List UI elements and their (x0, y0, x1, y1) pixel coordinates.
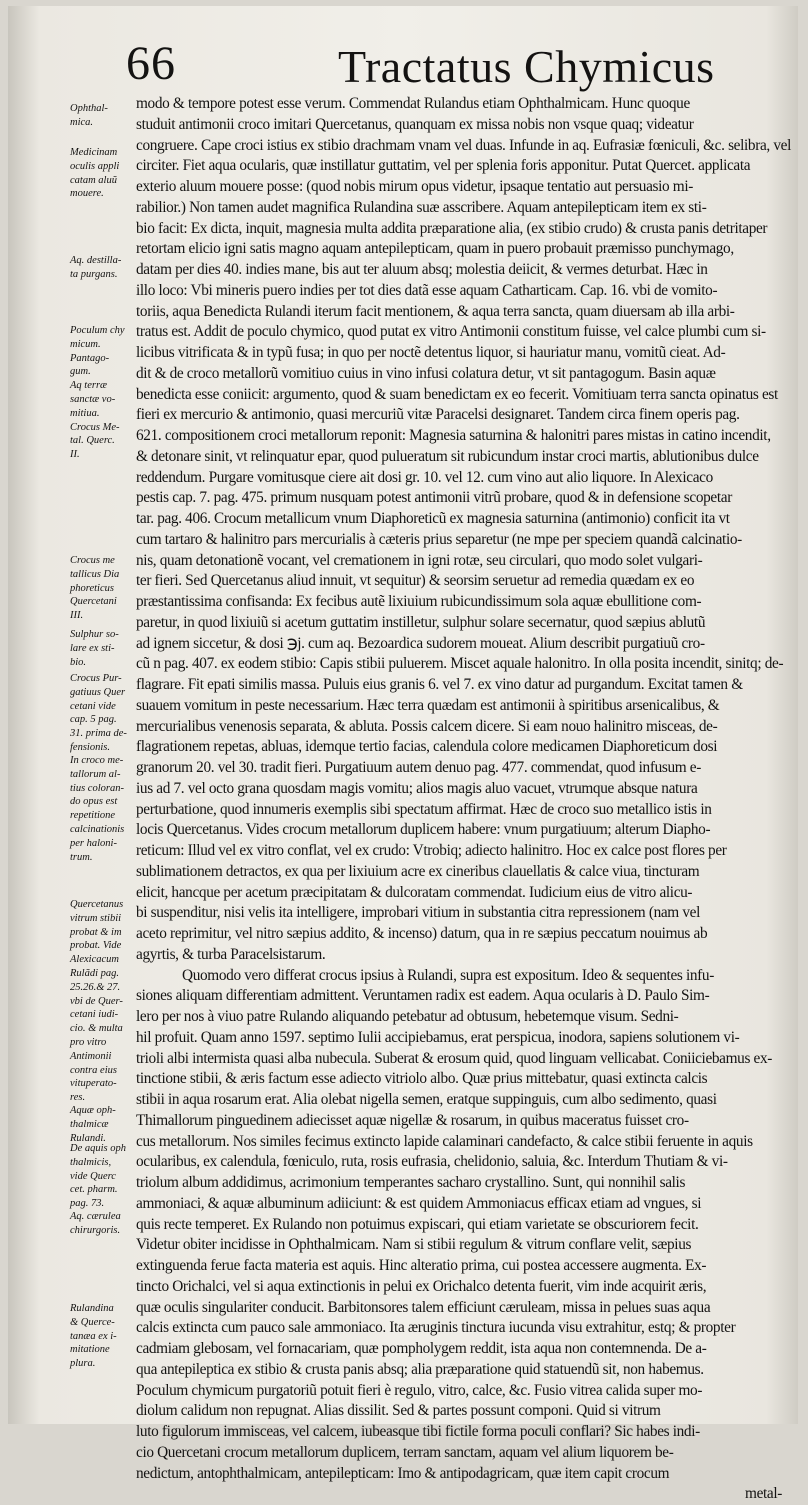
margin-note: Aq. cærulea chirurgoris. (70, 1211, 121, 1236)
text-line: flagrationem repetas, abluas, idemque tertio facias, calendula colore medicamen Diaphoreticum dosi (136, 738, 718, 756)
text-line: tincto Orichalci, vel si aqua extinctionis in pelui ex Orichalco detenta fuerit, vim inde acquirit æris, (136, 1277, 707, 1295)
text-line: triolum album addidimus, acrimonium temperantes sacharo crystallino. Sunt, qui nonnihil salis (136, 1174, 686, 1191)
text-line: nedictum, antophthalmicam, antepilepticam: Imo & antipodagricam, quæ item capit crocum (136, 1464, 670, 1482)
text-line: benedicta esse coniicit: argumento, quod & suam benedictam ex eo fecerit. Vomitiuam terra sancta opinatus est (136, 385, 778, 403)
text-line: præstantissima confisanda: Ex fecibus autẽ lixiuium rubicundissimum sola aquæ ebullitione com- (136, 593, 702, 610)
text-line: circiter. Fiet aqua ocularis, quæ instillatur guttatim, vel per splenia foris apponitur. Putat Quercet. applicata (136, 157, 751, 175)
text-line: bi suspenditur, nisi velis ita intelligere, improbari vitium in substantia citra repressionem (nam vel (136, 904, 700, 922)
text-line: bio facit: Ex dicta, inquit, magnesia multa addita præparatione alia, (ex stibio crudo) & crusta panis detritaper (136, 219, 768, 237)
text-line: cum tartaro & halinitro pars mercurialis à cæteris prius separetur (ne mpe per speciem quandã calcinatio- (136, 530, 742, 548)
text-line: cadmiam glebosam, vel fornacariam, quæ pompholygem reddit, ista aqua non contemnenda. De a- (136, 1340, 707, 1357)
text-line: siones aliquam differentiam admittent. Veruntamen radix est eadem. Aqua ocularis à D. Paulo Sim- (136, 987, 710, 1005)
text-line: aceto reprimitur, vel nitro sæpius addito, & incenso) datum, qua in re sæpius peccatum nouimus ab (136, 925, 708, 942)
text-line: ter fieri. Sed Quercetanus aliud innuit, vt sequitur) & seorsim seruetur ad remedia quædam ex eo (136, 572, 695, 590)
text-line: congruere. Cape croci istius ex stibio drachmam vnam vel duas. Infunde in aq. Eufrasiæ fœniculi, &c. selibra, vel (136, 136, 791, 154)
text-line: licibus vitrificata & in typũ fusa; in quo per noctẽ detentus liquor, si hauriatur manu, vomitũ cieat. Ad- (136, 344, 726, 361)
page-number: 66 (126, 37, 176, 90)
text-line: qua antepileptica ex stibio & crusta panis absq; alia præparatione quid statuendũ sit, non habemus. (136, 1360, 704, 1378)
text-line: quis recte temperet. Ex Rulando non potuimus expiscari, qui etiam varietate se obscuriorem fecit. (136, 1215, 699, 1233)
text-line: luto figulorum immisceas, vel calcem, iubeasque tibi fictile forma poculi conflari? Sic habes indi- (136, 1423, 700, 1440)
text-line: studuit antimonii croco imitari Quercetanus, quanquam ex missa nobis non vsque quaq; videatur (136, 115, 694, 133)
text-line: illo loco: Vbi mineris puero indies per tot dies datã esse aquam Catharticam. Cap. 16. vbi de vomito- (136, 281, 718, 299)
text-line: fieri ex mercurio & antimonio, quasi mercuriũ vitæ Paracelsi designaret. Tandem circa finem operis pag. (136, 406, 740, 424)
text-line: tar. pag. 406. Crocum metallicum vnum Diaphoreticũ ex magnesia saturnina (antimonio) conficit ita vt (136, 510, 730, 527)
running-title: Tractatus Chymicus (338, 41, 715, 92)
text-line: calcis extincta cum pauco sale ammoniaco. Ita æruginis tinctura iucunda visu extrahitur, estq; & propter (136, 1319, 736, 1337)
text-line: toriis, aqua Benedicta Rulandi iterum facit mentionem, & aqua terra sancta, quam diuersam ab illa arbi- (136, 302, 735, 320)
text-line: flagrare. Fit epati similis massa. Puluis eius granis 6. vel 7. ex vino datur ad purgandum. Excitat tamen & (136, 676, 743, 693)
text-line: pestis cap. 7. pag. 475. primum nusquam potest antimonii vitrũ probare, quod & in defensione scopetar (136, 489, 732, 507)
text-line: datam per dies 40. indies mane, bis aut ter aluum absq; molestia deiicit, & vermes deturbat. Hæc in (136, 261, 708, 278)
text-line: quæ oculis singulariter conducit. Barbitonsores talem efficiunt cæruleam, missa in pelues suas aqua (136, 1298, 711, 1316)
text-line: ammoniaci, & aquæ albuminum adiiciunt: & est quidem Ammoniacus efficax etiam ad vngues, si (136, 1194, 702, 1212)
text-line: dit & de croco metallorũ vomitiuo cuius in vino infusi colatura detur, vt sit pantagogum. Basin aquæ (136, 364, 716, 382)
text-line: sublimationem detractos, ex qua per lixiuium acre ex cineribus clauellatis & calce viua, tincturam (136, 862, 700, 880)
text-line: Thimallorum pinguedinem adiecisset aquæ nigellæ & rosarum, in quibus maceratus fuisset cro- (136, 1111, 689, 1129)
text-line: perturbatione, quod innumeris exemplis sibi spectatum affirmat. Hæc de croco suo metallico istis in (136, 800, 712, 818)
text-line: 621. compositionem croci metallorum reponit: Magnesia saturnina & halonitri pares mistas in catino incendit, (136, 427, 771, 444)
text-line: paretur, in quod lixiuiũ si acetum guttatim instilletur, sulphur solare secernatur, quod sæpius ablutũ (136, 613, 706, 631)
text-line: granorum 20. vel 30. tradit fieri. Purgatiuum autem denuo pag. 477. commendat, quod infusum e- (136, 759, 701, 776)
text-line: exterio aluum mouere posse: (quod nobis mirum opus videtur, ipsaque tentatio aut persuasio mi- (136, 178, 694, 195)
margin-note: De aquis oph thalmicis, vide Querc cet. pharm. pag. 73. (70, 1143, 126, 1210)
text-line: Videtur obiter incidisse in Ophthalmicam. Nam si stibii regulum & vitrum conflare velit, sæpius (136, 1236, 692, 1254)
text-line: mercurialibus venenosis separata, & abluta. Possis calcem dicere. Si eam nouo halinitro misceas, de- (136, 717, 718, 735)
text-line: ad ignem siccetur, & dosi ℈j. cum aq. Bezoardica sudorem moueat. Alium describit purgatiuũ cro- (136, 634, 705, 652)
page-header (8, 30, 808, 100)
text-line: cio Quercetani crocum metallorum duplicem, terram sanctam, aquam vel alium liquorem be- (136, 1443, 674, 1461)
text-line: Quomodo vero differat crocus ipsius à Rulandi, supra est expositum. Ideo & sequentes infu- (182, 966, 714, 984)
text-line: cus metallorum. Nos similes fecimus extincto lapide calaminari candefacto, & calce stibii feruente in aquis (136, 1132, 753, 1150)
text-line: agyrtis, & turba Paracelsistarum. (136, 945, 326, 963)
text-line: cũ n pag. 407. ex eodem stibio: Capis stibii puluerem. Miscet aquale halonitro. In olla posita incendit, sinitq; de- (136, 655, 784, 673)
text-line: tratus est. Addit de poculo chymico, quod putat ex vitro Antimonii constitum fuisse, vel calce plumbi cum si- (136, 323, 766, 341)
text-line: modo & tempore potest esse verum. Commendat Rulandus etiam Ophthalmicam. Hunc quoque (136, 95, 690, 112)
margin-note: Quercetanus vitrum stibii probat & im probat. Vide Alexicacum Rulãdi pag. 25.26.& 27. vbi de Quer- cetani iudi- cio. & multa pro vitro Antimonii contra eius vituperato- res. (70, 899, 124, 1104)
text-line: diolum calidum non repugnat. Alias dissilit. Sed & partes possunt componi. Quid si vitrum (136, 1402, 661, 1420)
text-line: hil profuit. Quam anno 1597. septimo Iulii accipiebamus, erat perspicua, inodora, sapiens solutionem vi- (136, 1028, 740, 1046)
text-line: & detonare sinit, vt relinquatur epar, quod pulueratum sit rubicundum instar croci martis, ablutionibus dulce (136, 447, 759, 465)
text-line: retortam elicio igni satis magno aquam antepilepticam, quam in puero probauit præmisso punchymago, (136, 240, 734, 258)
margin-note: Rulandina & Querce- tanæa ex i- mitatione plura. (70, 1303, 117, 1370)
text-line: locis Quercetanus. Vides crocum metallorum duplicem habere: vnum purgatiuum; alterum Diapho- (136, 821, 711, 839)
text-line: reticum: Illud vel ex vitro conflat, vel ex crudo: Vtrobiq; adiecto halinitro. Hoc ex calce post flores per (136, 842, 727, 859)
margin-note: Aquæ oph- thalmicæ Rulandi. (70, 1105, 116, 1144)
margin-note: In croco me- tallorum al- tius coloran- do opus est repetitione calcinationis per haloni- trum. (70, 755, 125, 863)
text-line: ius ad 7. vel octo grana quosdam magis vomitu; alios magis aluo vacuet, vtrumque absque natura (136, 779, 698, 797)
margin-note: Medicinam oculis appli catam aluũ mouere. (70, 147, 120, 200)
text-line: stibii in aqua rosarum erat. Alia olebat nigella semen, eratque suppinguis, cum albo sedimento, quasi (136, 1091, 717, 1108)
margin-notes (70, 102, 138, 1402)
margin-note: Aq. destilla- ta purgans. (70, 255, 122, 280)
text-line: Poculum chymicum purgatoriũ potuit fieri è regulo, vitro, calce, &c. Fusio vitrea calida super mo- (136, 1381, 703, 1399)
margin-note: Ophthal- mica. (70, 103, 108, 128)
text-line: extinguenda ferue facta materia est aquis. Hinc alteratio prima, cui postea accessere augmenta. Ex- (136, 1257, 707, 1274)
text-line: reddendum. Purgare vomitusque ciere ait dosi gr. 10. vel 12. cum vino aut alio liquore. In Alexicaco (136, 468, 713, 486)
text-line: lero per nos à viuo patre Rulando aliquando petebatur ad obtusum, hebetemque visum. Sedni- (136, 1008, 679, 1025)
text-line: metal- (745, 1485, 782, 1503)
book-page (8, 6, 798, 1503)
text-line: tinctione stibii, & æris factum esse adiecto vitriolo albo. Quæ prius mittebatur, quasi extincta calcis (136, 1070, 708, 1088)
text-line: nis, quam detonationẽ vocant, vel cremationem in igni rotæ, seu circulari, quo modo solet vulgari- (136, 551, 703, 569)
margin-note: Crocus Pur- gatiuus Quer cetani vide cap. 5 pag. 31. prima de- fensionis. (70, 673, 127, 753)
text-line: suauem vomitum in peste necessarium. Hæc terra quædam est antimonii à spiritibus arsenicalibus, & (136, 696, 720, 714)
text-line: ocularibus, ex calendula, fœniculo, ruta, rosis eufrasia, chelidonio, saluia, &c. Interdum Thutiam & vi- (136, 1153, 728, 1171)
body-text (136, 94, 791, 1503)
margin-note: Sulphur so- lare ex sti- bio. (70, 629, 119, 668)
text-line: trioli albi intermista quasi alba nubecula. Suberat & erosum quid, quod linguam vellicabat. Coniiciebamus ex- (136, 1049, 773, 1067)
margin-note: Crocus me tallicus Dia phoreticus Quercetani III. (70, 555, 120, 622)
text-line: rabilior.) Non tamen audet magnifica Rulandina suæ asscribere. Aquam antepilepticam item ex sti- (136, 198, 707, 216)
margin-note: Poculum chy micum. Pantago- gum. Aq terræ sanctæ vo- mitiua. Crocus Me- tal. Querc. II. (70, 325, 125, 461)
text-line: elicit, hancque per acetum præcipitatam & dulcoratam commendat. Iudicium eius de vitro alicu- (136, 883, 693, 901)
